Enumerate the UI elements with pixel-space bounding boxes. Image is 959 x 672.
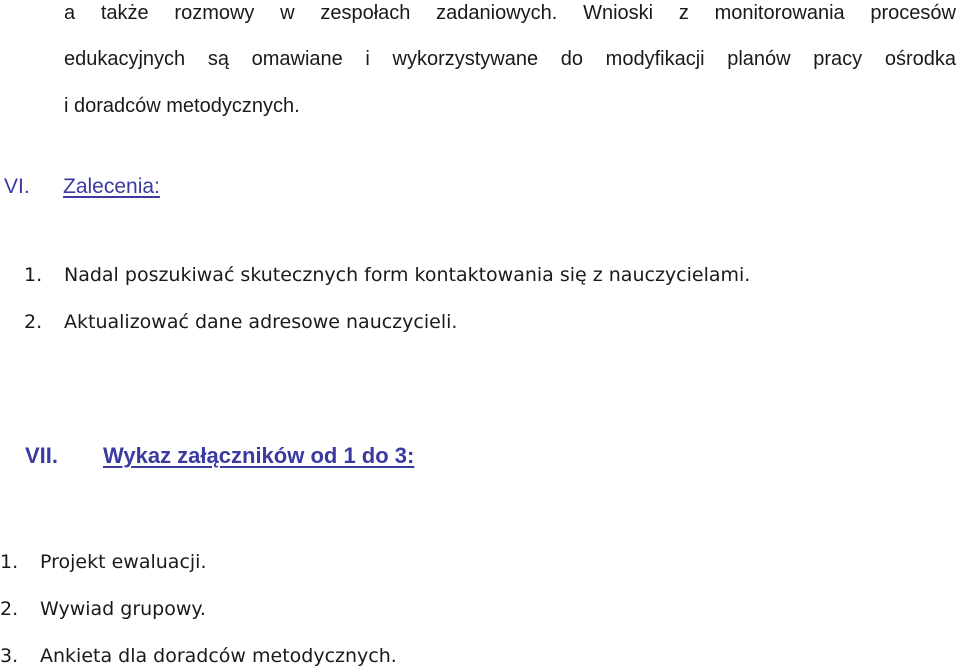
list-item-number: 2. bbox=[0, 598, 19, 620]
list-item-text: Aktualizować dane adresowe nauczycieli. bbox=[64, 311, 458, 333]
section-vi-title: Zalecenia: bbox=[63, 175, 160, 198]
paragraph-line-2: edukacyjnych są omawiane i wykorzystywane do modyfikacji planów pracy ośrodka bbox=[64, 48, 956, 70]
list-item-text: Ankieta dla doradców metodycznych. bbox=[40, 645, 397, 667]
section-vi-number: VI. bbox=[4, 175, 30, 198]
list-item-text: Nadal poszukiwać skutecznych form kontaktowania się z nauczycielami. bbox=[64, 264, 751, 286]
list-item-number: 3. bbox=[0, 645, 19, 667]
list-item-text: Projekt ewaluacji. bbox=[40, 551, 207, 573]
list-item-number: 2. bbox=[24, 311, 43, 333]
list-item-number: 1. bbox=[0, 551, 19, 573]
paragraph-line-3: i doradców metodycznych. bbox=[64, 95, 300, 117]
paragraph-line-1: a także rozmowy w zespołach zadaniowych. Wnioski z monitorowania procesów bbox=[64, 2, 956, 24]
list-item-number: 1. bbox=[24, 264, 43, 286]
section-vii-number: VII. bbox=[25, 443, 59, 468]
list-item-text: Wywiad grupowy. bbox=[40, 598, 206, 620]
section-vii-title: Wykaz załączników od 1 do 3: bbox=[103, 443, 415, 468]
